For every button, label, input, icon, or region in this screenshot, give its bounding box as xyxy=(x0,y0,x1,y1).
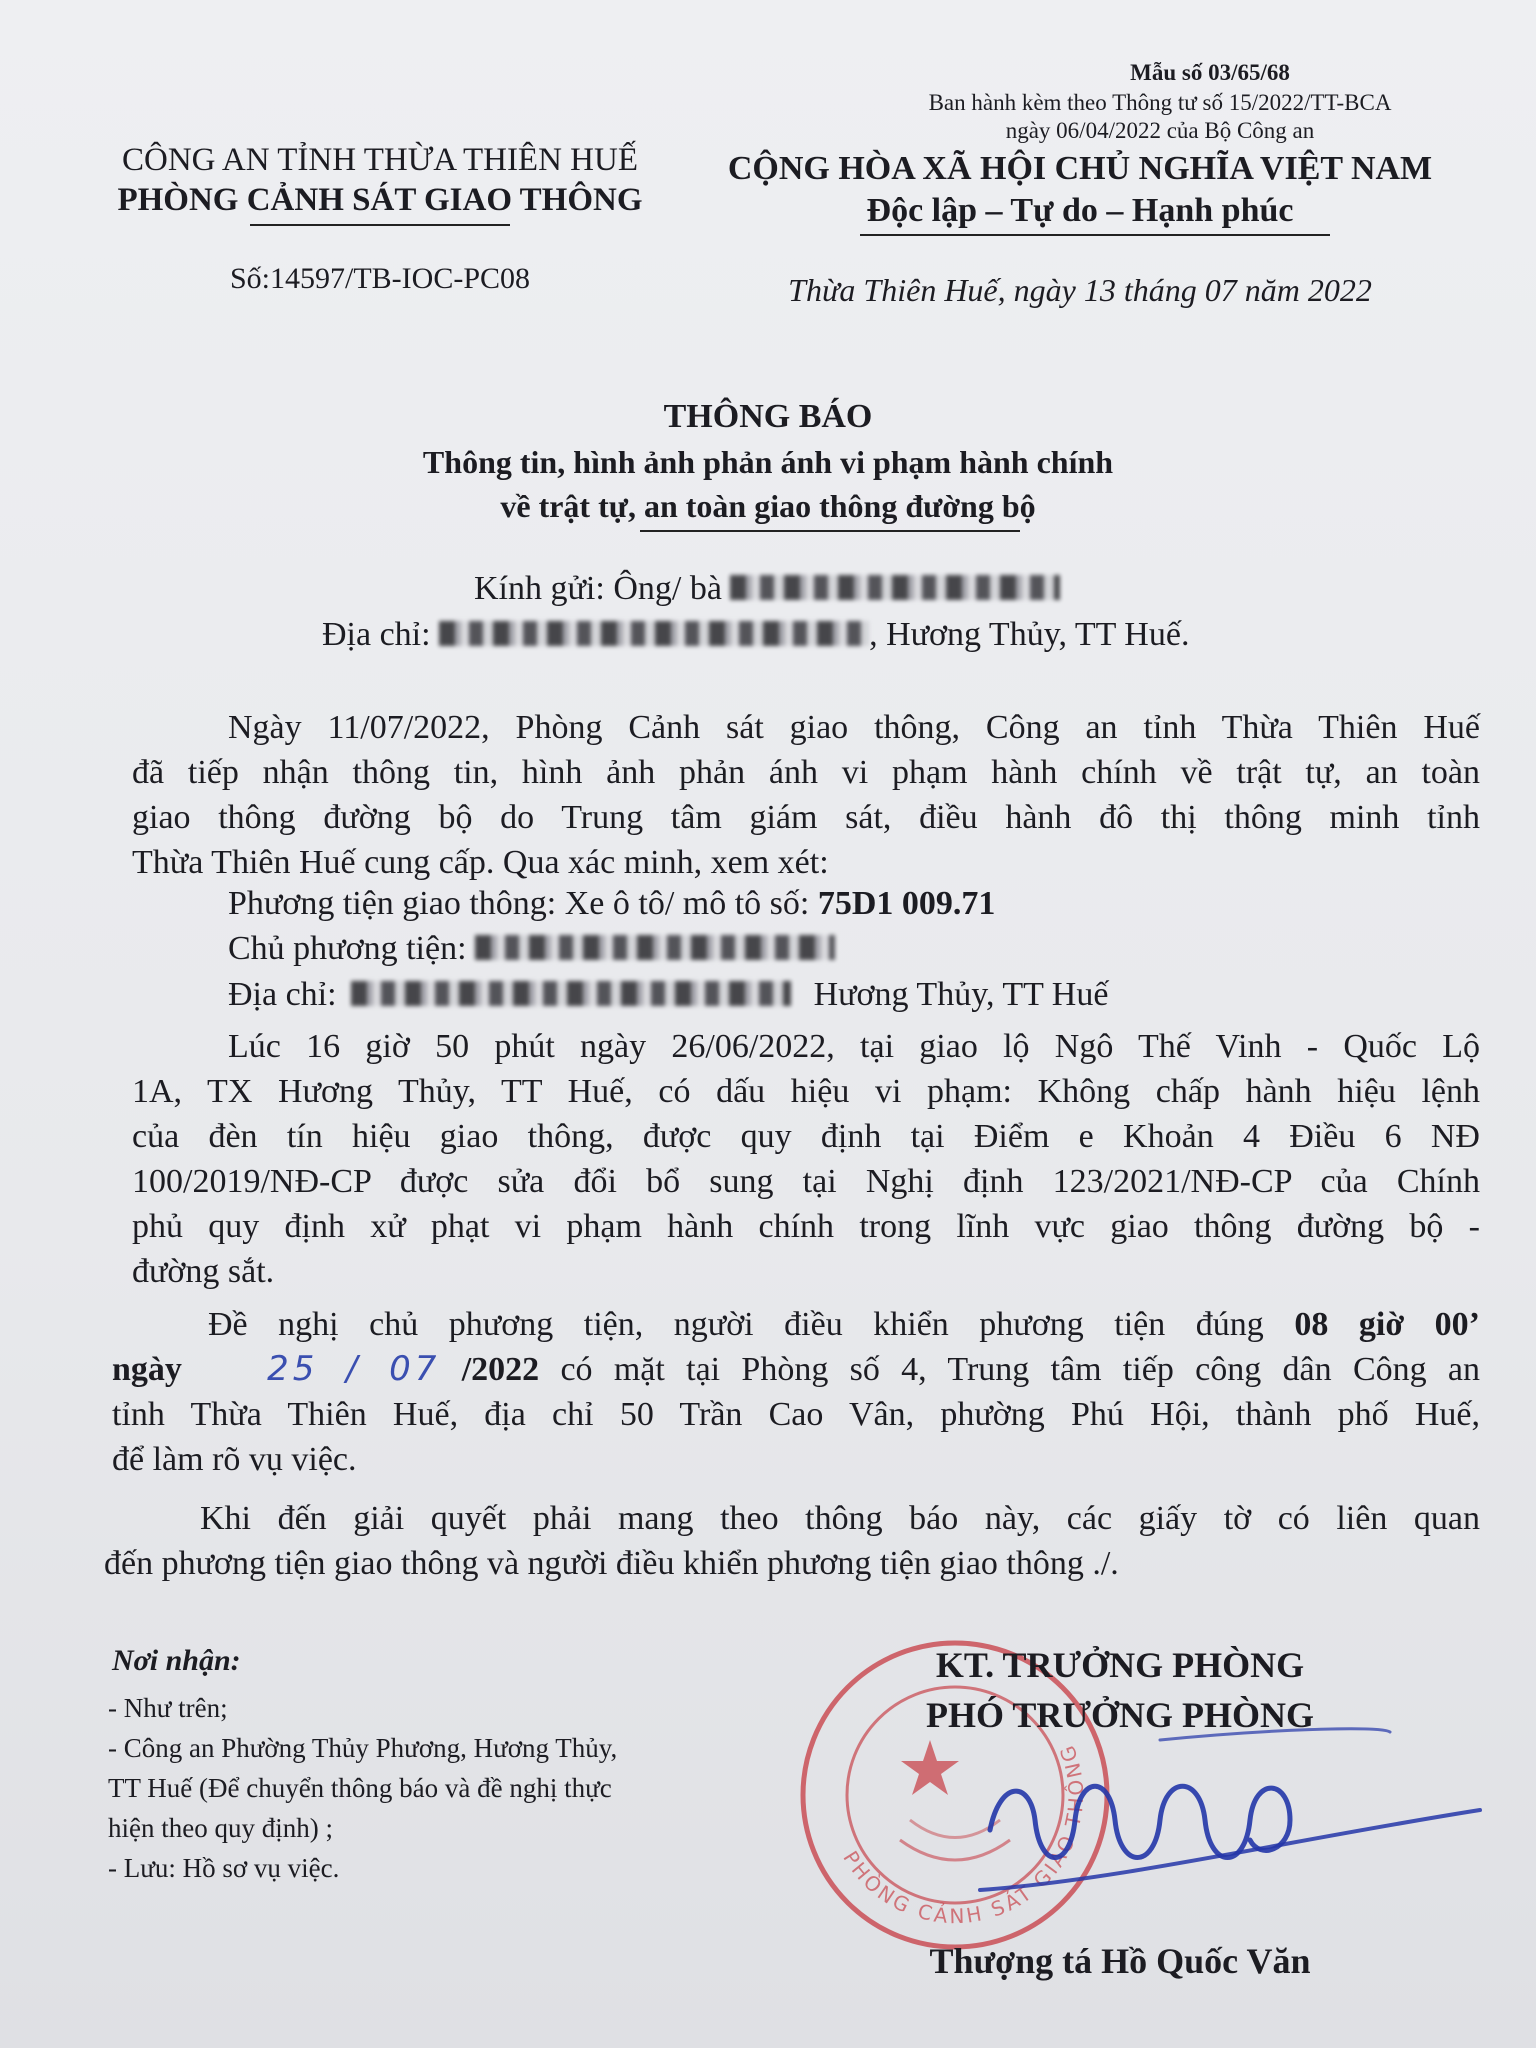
recipients-heading: Nơi nhận: xyxy=(112,1644,241,1677)
appointment-year: /2022 xyxy=(461,1351,540,1388)
redacted-recipient-address xyxy=(439,621,869,645)
signer-name: Thượng tá Hồ Quốc Văn xyxy=(929,1941,1311,1981)
owner-label: Chủ phương tiện: xyxy=(228,930,467,967)
form-issued-date: ngày 06/04/2022 của Bộ Công an xyxy=(1005,118,1315,143)
state-name: CỘNG HÒA XÃ HỘI CHỦ NGHĨA VIỆT NAM xyxy=(727,150,1433,187)
svg-text:PHÒNG CẢNH SÁT GIAO THÔNG: PHÒNG CẢNH SÁT GIAO THÔNG xyxy=(838,1739,1089,1929)
recipient-address-line xyxy=(322,616,1189,654)
recipients-item: - Như trên; xyxy=(108,1693,228,1723)
recipients-item: TT Huế (Để chuyển thông báo và đề nghị thực xyxy=(108,1773,612,1803)
p4-line: Khi đến giải quyết phải mang theo thông báo này, các giấy tờ có liên quan xyxy=(200,1500,1480,1537)
paragraph-1 xyxy=(132,705,1480,885)
recipients-item: hiện theo quy định) ; xyxy=(108,1813,333,1843)
handwritten-signature xyxy=(960,1720,1500,1930)
recipient-label: Kính gửi: Ông/ bà xyxy=(474,570,722,607)
handwritten-date: 25 / 07 xyxy=(267,1349,441,1389)
redacted-owner-name xyxy=(475,935,835,959)
p3-text: Đề nghị chủ phương tiện, người điều khiển phương tiện đúng xyxy=(208,1306,1264,1343)
document-subtitle-1: Thông tin, hình ảnh phản ánh vi phạm hành chính xyxy=(422,444,1114,480)
p1-line: Ngày 11/07/2022, Phòng Cảnh sát giao thông, Công an tỉnh Thừa Thiên Huế xyxy=(228,709,1480,746)
p2-line: đường sắt. xyxy=(132,1253,275,1290)
motto-underline xyxy=(860,234,1330,236)
redacted-owner-address xyxy=(351,981,791,1005)
vehicle-plate: 75D1 009.71 xyxy=(817,885,996,922)
p3-line-1 xyxy=(112,1302,1480,1347)
paragraph-4 xyxy=(104,1496,1480,1586)
recipient-line xyxy=(474,570,1060,608)
vehicle-label: Phương tiện giao thông: Xe ô tô/ mô tô số: xyxy=(228,885,810,922)
appointment-day-label: ngày xyxy=(112,1351,182,1388)
place-date: Thừa Thiên Huế, ngày 13 tháng 07 năm 2022 xyxy=(788,272,1372,308)
p1-line: Thừa Thiên Huế cung cấp. Qua xác minh, xem xét: xyxy=(132,844,829,881)
appointment-time: 08 giờ 00’ xyxy=(1294,1306,1480,1343)
recipient-address-tail: , Hương Thủy, TT Huế. xyxy=(869,616,1190,653)
agency-parent: CÔNG AN TỈNH THỪA THIÊN HUẾ xyxy=(121,142,638,178)
p3-line-2 xyxy=(112,1347,1480,1392)
document-title: THÔNG BÁO xyxy=(663,398,873,435)
p3-line: để làm rõ vụ việc. xyxy=(112,1441,357,1478)
p3-text: có mặt tại Phòng số 4, Trung tâm tiếp công dân Công an xyxy=(560,1351,1481,1388)
recipients-item: - Công an Phường Thủy Phương, Hương Thủy, xyxy=(108,1733,618,1763)
recipients-list xyxy=(108,1688,617,1888)
owner-line xyxy=(228,930,835,968)
document-number: Số:14597/TB-IOC-PC08 xyxy=(229,262,531,295)
state-motto: Độc lập – Tự do – Hạnh phúc xyxy=(866,192,1294,229)
p1-line: đã tiếp nhận thông tin, hình ảnh phản ánh vi phạm hành chính về trật tự, an toàn xyxy=(132,754,1480,791)
owner-address-line xyxy=(228,976,1108,1014)
p4-line: đến phương tiện giao thông và người điều khiển phương tiện giao thông ./. xyxy=(104,1545,1119,1582)
title-underline xyxy=(640,530,1020,532)
p2-line: 100/2019/NĐ-CP được sửa đổi bổ sung tại Nghị định 123/2021/NĐ-CP của Chính xyxy=(132,1163,1480,1200)
agency-unit: PHÒNG CẢNH SÁT GIAO THÔNG xyxy=(117,182,643,218)
paragraph-2 xyxy=(132,1024,1480,1294)
owner-address-label: Địa chỉ: xyxy=(228,976,337,1013)
signature-title-1: KT. TRƯỞNG PHÒNG xyxy=(935,1645,1305,1685)
p2-line: 1A, TX Hương Thủy, TT Huế, có dấu hiệu vi phạm: Không chấp hành hiệu lệnh xyxy=(132,1073,1480,1110)
p2-line: phủ quy định xử phạt vi phạm hành chính trong lĩnh vực giao thông đường bộ - xyxy=(132,1208,1480,1245)
signature-title-2: PHÓ TRƯỞNG PHÒNG xyxy=(925,1695,1314,1735)
agency-underline xyxy=(250,224,510,226)
vehicle-line xyxy=(228,885,995,923)
form-code: Mẫu số 03/65/68 xyxy=(1130,60,1290,85)
document-subtitle-2: về trật tự, an toàn giao thông đường bộ xyxy=(500,488,1036,524)
recipient-address-label: Địa chỉ: xyxy=(322,616,431,653)
p1-line: giao thông đường bộ do Trung tâm giám sát, điều hành đô thị thông minh tỉnh xyxy=(132,799,1480,836)
p2-line: Lúc 16 giờ 50 phút ngày 26/06/2022, tại giao lộ Ngô Thế Vinh - Quốc Lộ xyxy=(228,1028,1480,1065)
form-issued-with: Ban hành kèm theo Thông tư số 15/2022/TT-BCA xyxy=(928,90,1392,115)
paragraph-3 xyxy=(112,1302,1480,1482)
owner-address-tail: Hương Thủy, TT Huế xyxy=(813,976,1109,1013)
recipients-item: - Lưu: Hồ sơ vụ việc. xyxy=(108,1853,340,1883)
p3-line: tỉnh Thừa Thiên Huế, địa chỉ 50 Trần Cao Vân, phường Phú Hội, thành phố Huế, xyxy=(112,1396,1480,1433)
p2-line: của đèn tín hiệu giao thông, được quy định tại Điểm e Khoản 4 Điều 6 NĐ xyxy=(132,1118,1480,1155)
redacted-recipient-name xyxy=(730,575,1060,599)
